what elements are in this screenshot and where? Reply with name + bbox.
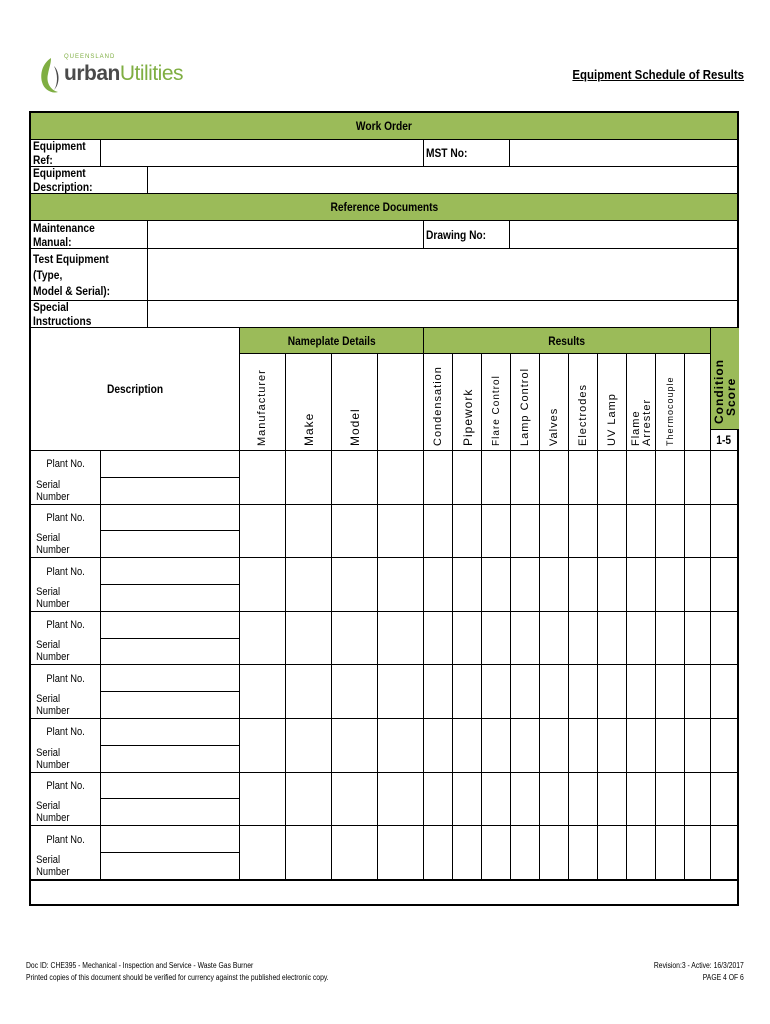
result-cell[interactable] — [569, 826, 598, 880]
result-cell[interactable] — [482, 826, 511, 880]
serial-number-field[interactable] — [101, 692, 240, 719]
drawing-no-label: Drawing No: — [424, 221, 510, 249]
result-cell[interactable] — [656, 451, 685, 505]
result-cell[interactable] — [598, 826, 627, 880]
test-equipment-label: Test Equipment (Type, Model & Serial): — [31, 249, 148, 301]
result-cell[interactable] — [627, 451, 656, 505]
plant-no-field[interactable] — [101, 719, 240, 746]
col-make: Make — [286, 354, 332, 451]
result-cell[interactable] — [378, 505, 424, 559]
result-cell[interactable] — [511, 612, 540, 666]
serial-number-field[interactable] — [101, 585, 240, 612]
result-cell[interactable] — [482, 505, 511, 559]
result-cell[interactable] — [511, 558, 540, 612]
reference-documents-header: Reference Documents — [31, 194, 737, 221]
result-cell[interactable] — [569, 451, 598, 505]
result-cell[interactable] — [627, 612, 656, 666]
result-cell[interactable] — [378, 665, 424, 719]
result-cell[interactable] — [240, 558, 286, 612]
result-cell[interactable] — [540, 665, 569, 719]
logo-mark-icon — [38, 56, 64, 96]
result-cell[interactable] — [569, 558, 598, 612]
result-cell[interactable] — [685, 665, 711, 719]
result-cell[interactable] — [482, 719, 511, 773]
plant-no-field[interactable] — [101, 773, 240, 800]
result-cell[interactable] — [378, 773, 424, 827]
result-cell[interactable] — [482, 773, 511, 827]
result-cell[interactable] — [240, 773, 286, 827]
result-cell[interactable] — [424, 505, 453, 559]
result-cell[interactable] — [598, 451, 627, 505]
col-valves: Valves — [540, 354, 569, 451]
result-cell[interactable] — [598, 505, 627, 559]
result-cell[interactable] — [482, 558, 511, 612]
result-cell[interactable] — [286, 826, 332, 880]
serial-number-field[interactable] — [101, 478, 240, 505]
result-cell[interactable] — [240, 665, 286, 719]
result-cell[interactable] — [453, 451, 482, 505]
equipment-description-label: Equipment Description: — [31, 167, 148, 194]
plant-no-label: Plant No. — [31, 612, 101, 639]
disclaimer: Printed copies of this document should be verified for currency against the published electronic copy. — [26, 973, 329, 982]
result-cell[interactable] — [656, 826, 685, 880]
drawing-no-field[interactable] — [510, 221, 737, 249]
result-cell[interactable] — [332, 665, 378, 719]
serial-number-label: Serial Number — [31, 585, 101, 612]
result-cell[interactable] — [286, 451, 332, 505]
document-title: Equipment Schedule of Results — [572, 67, 744, 82]
result-cell[interactable] — [685, 826, 711, 880]
result-cell[interactable] — [540, 826, 569, 880]
serial-number-label: Serial Number — [31, 531, 101, 558]
result-cell[interactable] — [540, 719, 569, 773]
revision: Revision:3 - Active: 16/3/2017 — [654, 961, 744, 970]
result-cell[interactable] — [627, 558, 656, 612]
doc-id: Doc ID: CHE395 - Mechanical - Inspection and Service - Waste Gas Burner — [26, 961, 254, 970]
result-cell[interactable] — [711, 773, 737, 827]
result-cell[interactable] — [627, 505, 656, 559]
result-cell[interactable] — [569, 719, 598, 773]
col-uv-lamp: UV Lamp — [598, 354, 627, 451]
result-cell[interactable] — [482, 451, 511, 505]
special-instructions-field[interactable] — [148, 301, 737, 328]
serial-number-field[interactable] — [101, 639, 240, 666]
result-cell[interactable] — [627, 665, 656, 719]
result-cell[interactable] — [540, 558, 569, 612]
result-cell[interactable] — [332, 826, 378, 880]
result-cell[interactable] — [332, 773, 378, 827]
serial-number-label: Serial Number — [31, 692, 101, 719]
result-cell[interactable] — [598, 719, 627, 773]
plant-no-field[interactable] — [101, 505, 240, 532]
result-cell[interactable] — [511, 451, 540, 505]
result-cell[interactable] — [685, 451, 711, 505]
result-cell[interactable] — [627, 826, 656, 880]
special-instructions-label: Special Instructions — [31, 301, 148, 328]
maintenance-manual-label: Maintenance Manual: — [31, 221, 148, 249]
work-order-header: Work Order — [31, 113, 737, 140]
result-cell[interactable] — [711, 719, 737, 773]
col-model: Model — [332, 354, 378, 451]
equipment-ref-label: Equipment Ref: — [31, 140, 101, 167]
result-cell[interactable] — [711, 826, 737, 880]
plant-no-field[interactable] — [101, 665, 240, 692]
serial-number-label: Serial Number — [31, 746, 101, 773]
col-pipework: Pipework — [453, 354, 482, 451]
result-cell[interactable] — [453, 665, 482, 719]
result-cell[interactable] — [378, 826, 424, 880]
result-cell[interactable] — [424, 665, 453, 719]
result-cell[interactable] — [598, 665, 627, 719]
result-cell[interactable] — [540, 451, 569, 505]
col-flame-arrester: Flame Arrester — [627, 354, 656, 451]
result-cell[interactable] — [240, 612, 286, 666]
page-number: PAGE 4 OF 6 — [702, 973, 744, 982]
serial-number-field[interactable] — [101, 531, 240, 558]
result-cell[interactable] — [685, 773, 711, 827]
serial-number-field[interactable] — [101, 799, 240, 826]
result-cell[interactable] — [511, 719, 540, 773]
maintenance-manual-field[interactable] — [148, 221, 424, 249]
result-cell[interactable] — [424, 612, 453, 666]
result-cell[interactable] — [569, 505, 598, 559]
company-logo — [38, 54, 184, 98]
result-cell[interactable] — [453, 826, 482, 880]
result-cell[interactable] — [540, 505, 569, 559]
result-cell[interactable] — [378, 451, 424, 505]
result-cell[interactable] — [685, 505, 711, 559]
result-cell[interactable] — [711, 505, 737, 559]
serial-number-field[interactable] — [101, 853, 240, 880]
plant-no-field[interactable] — [101, 558, 240, 585]
footer-right — [654, 960, 744, 984]
result-cell[interactable] — [685, 612, 711, 666]
col-thermocouple: Thermocouple — [656, 354, 685, 451]
test-equipment-field[interactable] — [148, 249, 737, 301]
result-cell[interactable] — [424, 558, 453, 612]
result-cell[interactable] — [240, 505, 286, 559]
result-cell[interactable] — [656, 773, 685, 827]
plant-no-label: Plant No. — [31, 665, 101, 692]
result-cell[interactable] — [286, 719, 332, 773]
result-cell[interactable] — [511, 505, 540, 559]
result-cell[interactable] — [656, 558, 685, 612]
result-cell[interactable] — [511, 773, 540, 827]
result-cell[interactable] — [656, 665, 685, 719]
result-cell[interactable] — [286, 612, 332, 666]
result-cell[interactable] — [453, 773, 482, 827]
result-cell[interactable] — [711, 665, 737, 719]
result-cell[interactable] — [332, 558, 378, 612]
schedule-form — [29, 111, 739, 906]
result-cell[interactable] — [569, 665, 598, 719]
result-cell[interactable] — [286, 558, 332, 612]
equipment-ref-field[interactable] — [101, 140, 424, 167]
result-cell[interactable] — [540, 612, 569, 666]
result-cell[interactable] — [453, 612, 482, 666]
plant-no-label: Plant No. — [31, 719, 101, 746]
mst-no-field[interactable] — [510, 140, 737, 167]
result-cell[interactable] — [685, 558, 711, 612]
result-cell[interactable] — [598, 612, 627, 666]
result-cell[interactable] — [711, 558, 737, 612]
result-cell[interactable] — [286, 773, 332, 827]
nameplate-details-header: Nameplate Details — [240, 328, 424, 354]
plant-no-field[interactable] — [101, 826, 240, 853]
plant-no-label: Plant No. — [31, 505, 101, 532]
serial-number-label: Serial Number — [31, 639, 101, 666]
result-cell[interactable] — [424, 773, 453, 827]
result-cell[interactable] — [424, 826, 453, 880]
plant-no-label: Plant No. — [31, 826, 101, 853]
mst-no-label: MST No: — [424, 140, 510, 167]
result-cell[interactable] — [453, 505, 482, 559]
result-cell[interactable] — [453, 558, 482, 612]
result-cell[interactable] — [378, 558, 424, 612]
description-header: Description — [31, 328, 240, 451]
result-cell[interactable] — [482, 665, 511, 719]
footer-left — [26, 960, 329, 984]
result-cell[interactable] — [598, 558, 627, 612]
result-cell[interactable] — [240, 719, 286, 773]
result-cell[interactable] — [424, 719, 453, 773]
result-cell[interactable] — [240, 451, 286, 505]
result-cell[interactable] — [711, 612, 737, 666]
result-cell[interactable] — [332, 505, 378, 559]
col-flare-control: Flare Control — [482, 354, 511, 451]
plant-no-field[interactable] — [101, 612, 240, 639]
result-cell[interactable] — [332, 719, 378, 773]
result-cell[interactable] — [511, 826, 540, 880]
serial-number-label: Serial Number — [31, 799, 101, 826]
result-cell[interactable] — [286, 665, 332, 719]
result-cell[interactable] — [656, 505, 685, 559]
notes-row[interactable] — [31, 880, 737, 904]
result-cell[interactable] — [711, 451, 737, 505]
serial-number-field[interactable] — [101, 746, 240, 773]
result-cell[interactable] — [656, 719, 685, 773]
col-condensation: Condensation — [424, 354, 453, 451]
equipment-description-field[interactable] — [148, 167, 737, 194]
result-cell[interactable] — [482, 612, 511, 666]
result-cell[interactable] — [569, 773, 598, 827]
result-cell[interactable] — [332, 612, 378, 666]
plant-no-label: Plant No. — [31, 451, 101, 478]
score-range: 1-5 — [711, 430, 737, 451]
result-cell[interactable] — [453, 719, 482, 773]
result-cell[interactable] — [627, 773, 656, 827]
col-electrodes: Electrodes — [569, 354, 598, 451]
condition-score-header: Condition Score — [711, 328, 739, 430]
result-cell[interactable] — [378, 719, 424, 773]
logo-tagline: QUEENSLAND — [64, 54, 116, 60]
result-cell[interactable] — [332, 451, 378, 505]
result-cell[interactable] — [424, 451, 453, 505]
col-nameplate-blank — [378, 354, 424, 451]
result-cell[interactable] — [627, 719, 656, 773]
result-cell[interactable] — [511, 665, 540, 719]
result-cell[interactable] — [569, 612, 598, 666]
col-lamp-control: Lamp Control — [511, 354, 540, 451]
col-manufacturer: Manufacturer — [240, 354, 286, 451]
result-cell[interactable] — [540, 773, 569, 827]
result-cell[interactable] — [240, 826, 286, 880]
result-cell[interactable] — [656, 612, 685, 666]
logo-wordmark: urbanUtilities — [64, 62, 184, 85]
plant-no-label: Plant No. — [31, 773, 101, 800]
col-results-blank — [685, 354, 711, 451]
serial-number-label: Serial Number — [31, 478, 101, 505]
plant-no-field[interactable] — [101, 451, 240, 478]
result-cell[interactable] — [685, 719, 711, 773]
plant-no-label: Plant No. — [31, 558, 101, 585]
serial-number-label: Serial Number — [31, 853, 101, 880]
result-cell[interactable] — [286, 505, 332, 559]
results-header: Results — [424, 328, 711, 354]
result-cell[interactable] — [598, 773, 627, 827]
result-cell[interactable] — [378, 612, 424, 666]
